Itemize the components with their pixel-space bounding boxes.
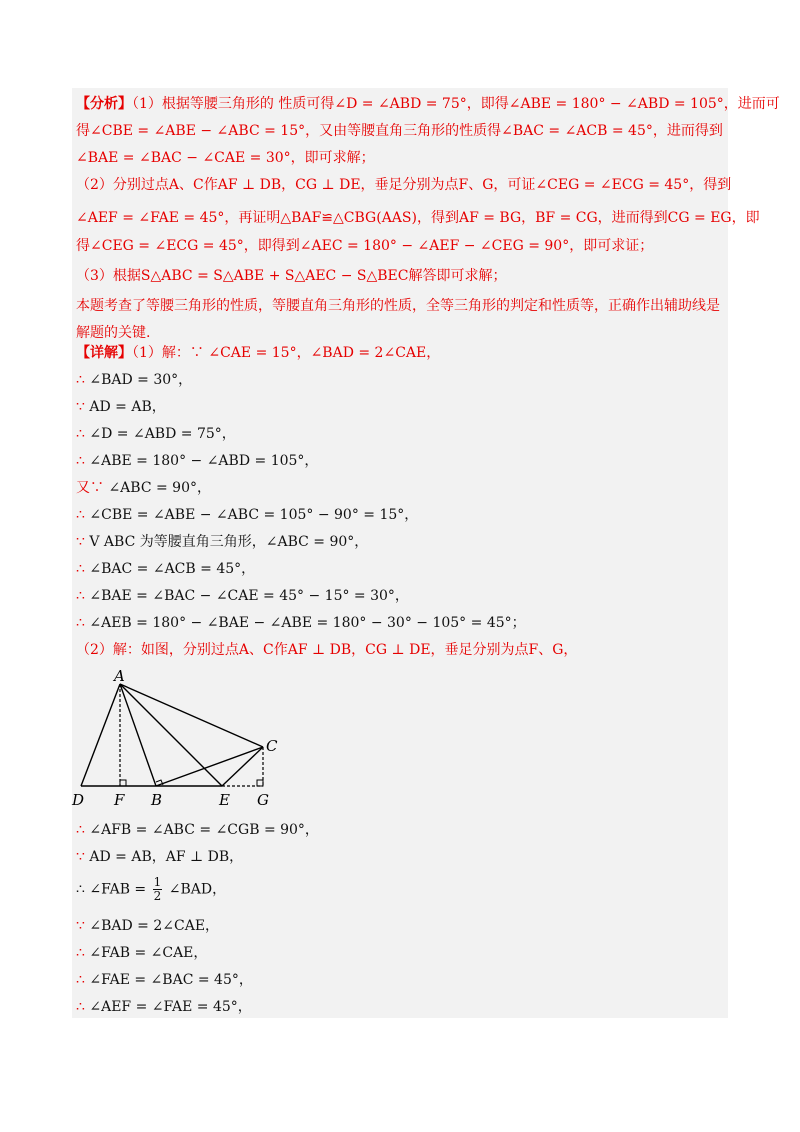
analysis-line-3: ∠BAE = ∠BAC − ∠CAE = 30°，即可求解； <box>76 150 375 166</box>
after-line-7: ∴ ∠AEF = ∠FAE = 45°， <box>76 999 252 1015</box>
segment-AE <box>120 684 222 786</box>
analysis-line-1: 【分析】（1）根据等腰三角形的 性质可得∠D = ∠ABD = 75°，即得∠ABE = 180° − ∠ABD = 105°，进而可 <box>76 96 780 112</box>
detail-line-3: ∵ AD = AB， <box>76 399 166 415</box>
detail-line-7: ∴ ∠CBE = ∠ABE − ∠ABC = 105° − 90° = 15°， <box>76 507 419 523</box>
detail-tag: 【详解】 <box>76 345 132 361</box>
label-E: E <box>219 791 230 809</box>
analysis-line-9: 解题的关键. <box>76 325 151 341</box>
detail-line-2: ∴ ∠BAD = 30°， <box>76 372 193 388</box>
detail-line-8: ∵ V ABC 为等腰直角三角形，∠ABC = 90°， <box>76 534 369 550</box>
segment-AC <box>120 684 263 747</box>
analysis-tag: 【分析】 <box>76 96 132 112</box>
label-A: A <box>114 667 125 685</box>
analysis-line-5: ∠AEF = ∠FAE = 45°，再证明△BAF≌△CBG(AAS)，得到AF = BG，BF = CG，进而得到CG = EG，即 <box>76 210 760 226</box>
fraction-half: $\frac{1}{2}$ <box>153 875 162 903</box>
label-F: F <box>114 791 125 809</box>
right-angle-G <box>257 780 263 786</box>
detail-line-9: ∴ ∠BAC = ∠ACB = 45°， <box>76 561 256 577</box>
label-C: C <box>266 737 278 755</box>
after-line-1: ∴ ∠AFB = ∠ABC = ∠CGB = 90°， <box>76 822 319 838</box>
label-D: D <box>72 791 85 809</box>
label-G: G <box>257 791 269 809</box>
detail-line-11: ∴ ∠AEB = 180° − ∠BAE − ∠ABE = 180° − 30° − 105° = 45°； <box>76 615 526 631</box>
after-line-3: ∴ ∠FAB = $\frac{1}{2}$ ∠BAD， <box>76 875 227 903</box>
segment-AB <box>120 684 156 786</box>
geometry-figure <box>70 665 290 810</box>
label-B: B <box>151 791 163 809</box>
analysis-line-2: 得∠CBE = ∠ABE − ∠ABC = 15°，又由等腰直角三角形的性质得∠BAC = ∠ACB = 45°，进而得到 <box>76 123 723 139</box>
after-line-2: ∵ AD = AB，AF ⊥ DB， <box>76 849 244 865</box>
detail-line-1: 【详解】（1）解：∵ ∠CAE = 15°，∠BAD = 2∠CAE， <box>76 345 441 361</box>
after-line-4: ∵ ∠BAD = 2∠CAE， <box>76 918 220 934</box>
detail-line-12: （2）解：如图，分别过点A、C作AF ⊥ DB，CG ⊥ DE，垂足分别为点F、G， <box>76 642 578 658</box>
analysis-line-7: （3）根据S△ABC = S△ABE + S△AEC − S△BEC解答即可求解； <box>76 268 507 284</box>
analysis-line-8: 本题考查了等腰三角形的性质，等腰直角三角形的性质，全等三角形的判定和性质等，正确作出辅助线是 <box>76 298 720 314</box>
detail-line-4: ∴ ∠D = ∠ABD = 75°， <box>76 426 236 442</box>
after-line-5: ∴ ∠FAB = ∠CAE， <box>76 945 208 961</box>
detail-line-10: ∴ ∠BAE = ∠BAC − ∠CAE = 45° − 15° = 30°， <box>76 588 409 604</box>
detail-line-6: 又∵ ∠ABC = 90°， <box>76 480 211 496</box>
analysis-line-6: 得∠CEG = ∠ECG = 45°，即得到∠AEC = 180° − ∠AEF − ∠CEG = 90°，即可求证； <box>76 238 654 254</box>
analysis-line-4: （2）分别过点A、C作AF ⊥ DB，CG ⊥ DE，垂足分别为点F、G，可证∠CEG = ∠ECG = 45°，得到 <box>76 177 732 193</box>
segment-AD <box>81 684 120 786</box>
right-angle-F <box>120 780 126 786</box>
detail-line-5: ∴ ∠ABE = 180° − ∠ABD = 105°， <box>76 453 319 469</box>
segment-BC <box>156 747 263 786</box>
after-line-6: ∴ ∠FAE = ∠BAC = 45°， <box>76 972 253 988</box>
